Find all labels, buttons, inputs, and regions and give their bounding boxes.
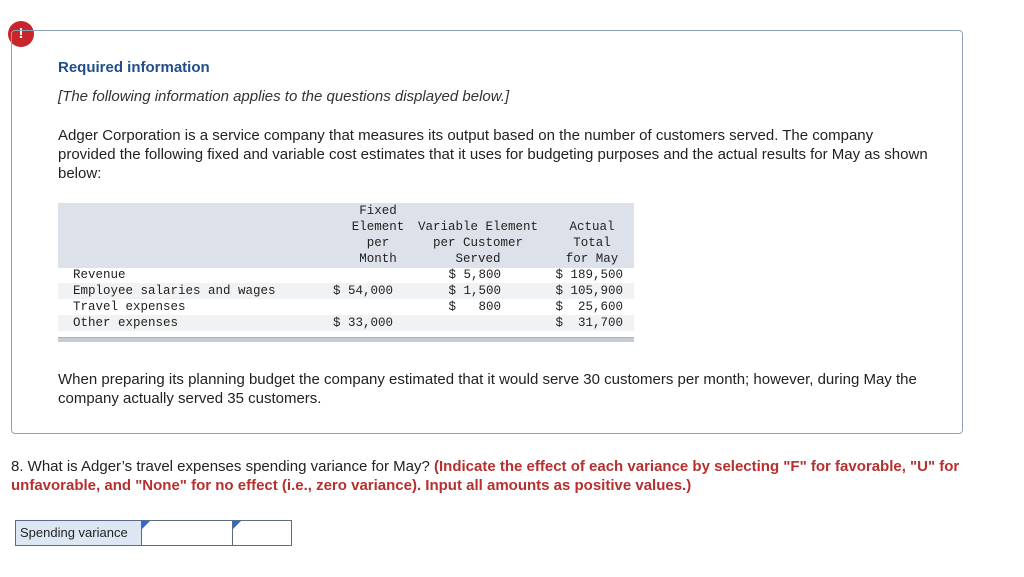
- header-variable-line: per Customer: [432, 236, 523, 250]
- header-fixed-line: per: [366, 236, 390, 250]
- required-information-title: Required information: [58, 59, 210, 76]
- amount-cell: [142, 521, 233, 545]
- planning-note: When preparing its planning budget the company estimated that it would serve 30 customers per month; however, during May the company actually served 35 customers.: [58, 371, 917, 407]
- table-row: [58, 315, 634, 331]
- header-actual-line: for May: [565, 252, 619, 266]
- question-text: [11, 457, 1011, 495]
- table-row: [58, 299, 634, 315]
- cell-actual: $ 189,500: [555, 268, 623, 282]
- cell-actual: $ 25,600: [555, 300, 623, 314]
- header-variable-line: Variable Element: [417, 220, 539, 234]
- cell-variable: $ 800: [448, 300, 501, 314]
- table-row: [58, 283, 634, 299]
- header-fixed-line: Element: [351, 220, 405, 234]
- spending-variance-label: Spending variance: [16, 521, 142, 545]
- cell-actual: $ 31,700: [555, 316, 623, 330]
- header-fixed-line: Month: [359, 252, 397, 266]
- header-variable-line: Served: [455, 252, 501, 266]
- spending-variance-amount-input[interactable]: [142, 521, 232, 545]
- header-actual-line: Total: [573, 236, 611, 250]
- table-footer-bar: [58, 337, 634, 342]
- alert-icon: !: [8, 21, 34, 47]
- required-information-panel: [11, 30, 963, 434]
- answer-row: [15, 520, 292, 546]
- row-label: Revenue: [73, 268, 126, 282]
- cell-fixed: $ 54,000: [332, 284, 393, 298]
- cost-estimates-table: [58, 203, 634, 332]
- header-fixed-line: Fixed: [359, 204, 397, 218]
- header-actual-line: Actual: [569, 220, 615, 234]
- input-marker-icon: [142, 521, 150, 529]
- header-variable: [408, 219, 548, 267]
- effect-cell: [233, 521, 291, 545]
- cell-variable: $ 5,800: [448, 268, 501, 282]
- question-instruction: (Indicate the effect of each variance by selecting "F" for favorable, "U" for unfavorable, and "None" for no effect (i.e., zero variance). Input all amounts as positive values.): [11, 458, 960, 494]
- row-label: Employee salaries and wages: [73, 284, 276, 298]
- intro-paragraph: Adger Corporation is a service company that measures its output based on the number of customers served. The company provided the following fixed and variable cost estimates that it uses for budgeting purposes and the actual results for May as shown below:: [58, 127, 928, 182]
- input-marker-icon: [233, 521, 241, 529]
- cell-variable: $ 1,500: [448, 284, 501, 298]
- question-prompt: 8. What is Adger’s travel expenses spending variance for May?: [11, 458, 435, 475]
- header-actual: [552, 219, 632, 267]
- row-label: Travel expenses: [73, 300, 186, 314]
- table-row: [58, 267, 634, 283]
- row-label: Other expenses: [73, 316, 179, 330]
- spending-variance-effect-input[interactable]: [233, 521, 291, 545]
- info-subtitle: [The following information applies to the questions displayed below.]: [58, 88, 510, 105]
- cell-actual: $ 105,900: [555, 284, 623, 298]
- cell-fixed: $ 33,000: [332, 316, 393, 330]
